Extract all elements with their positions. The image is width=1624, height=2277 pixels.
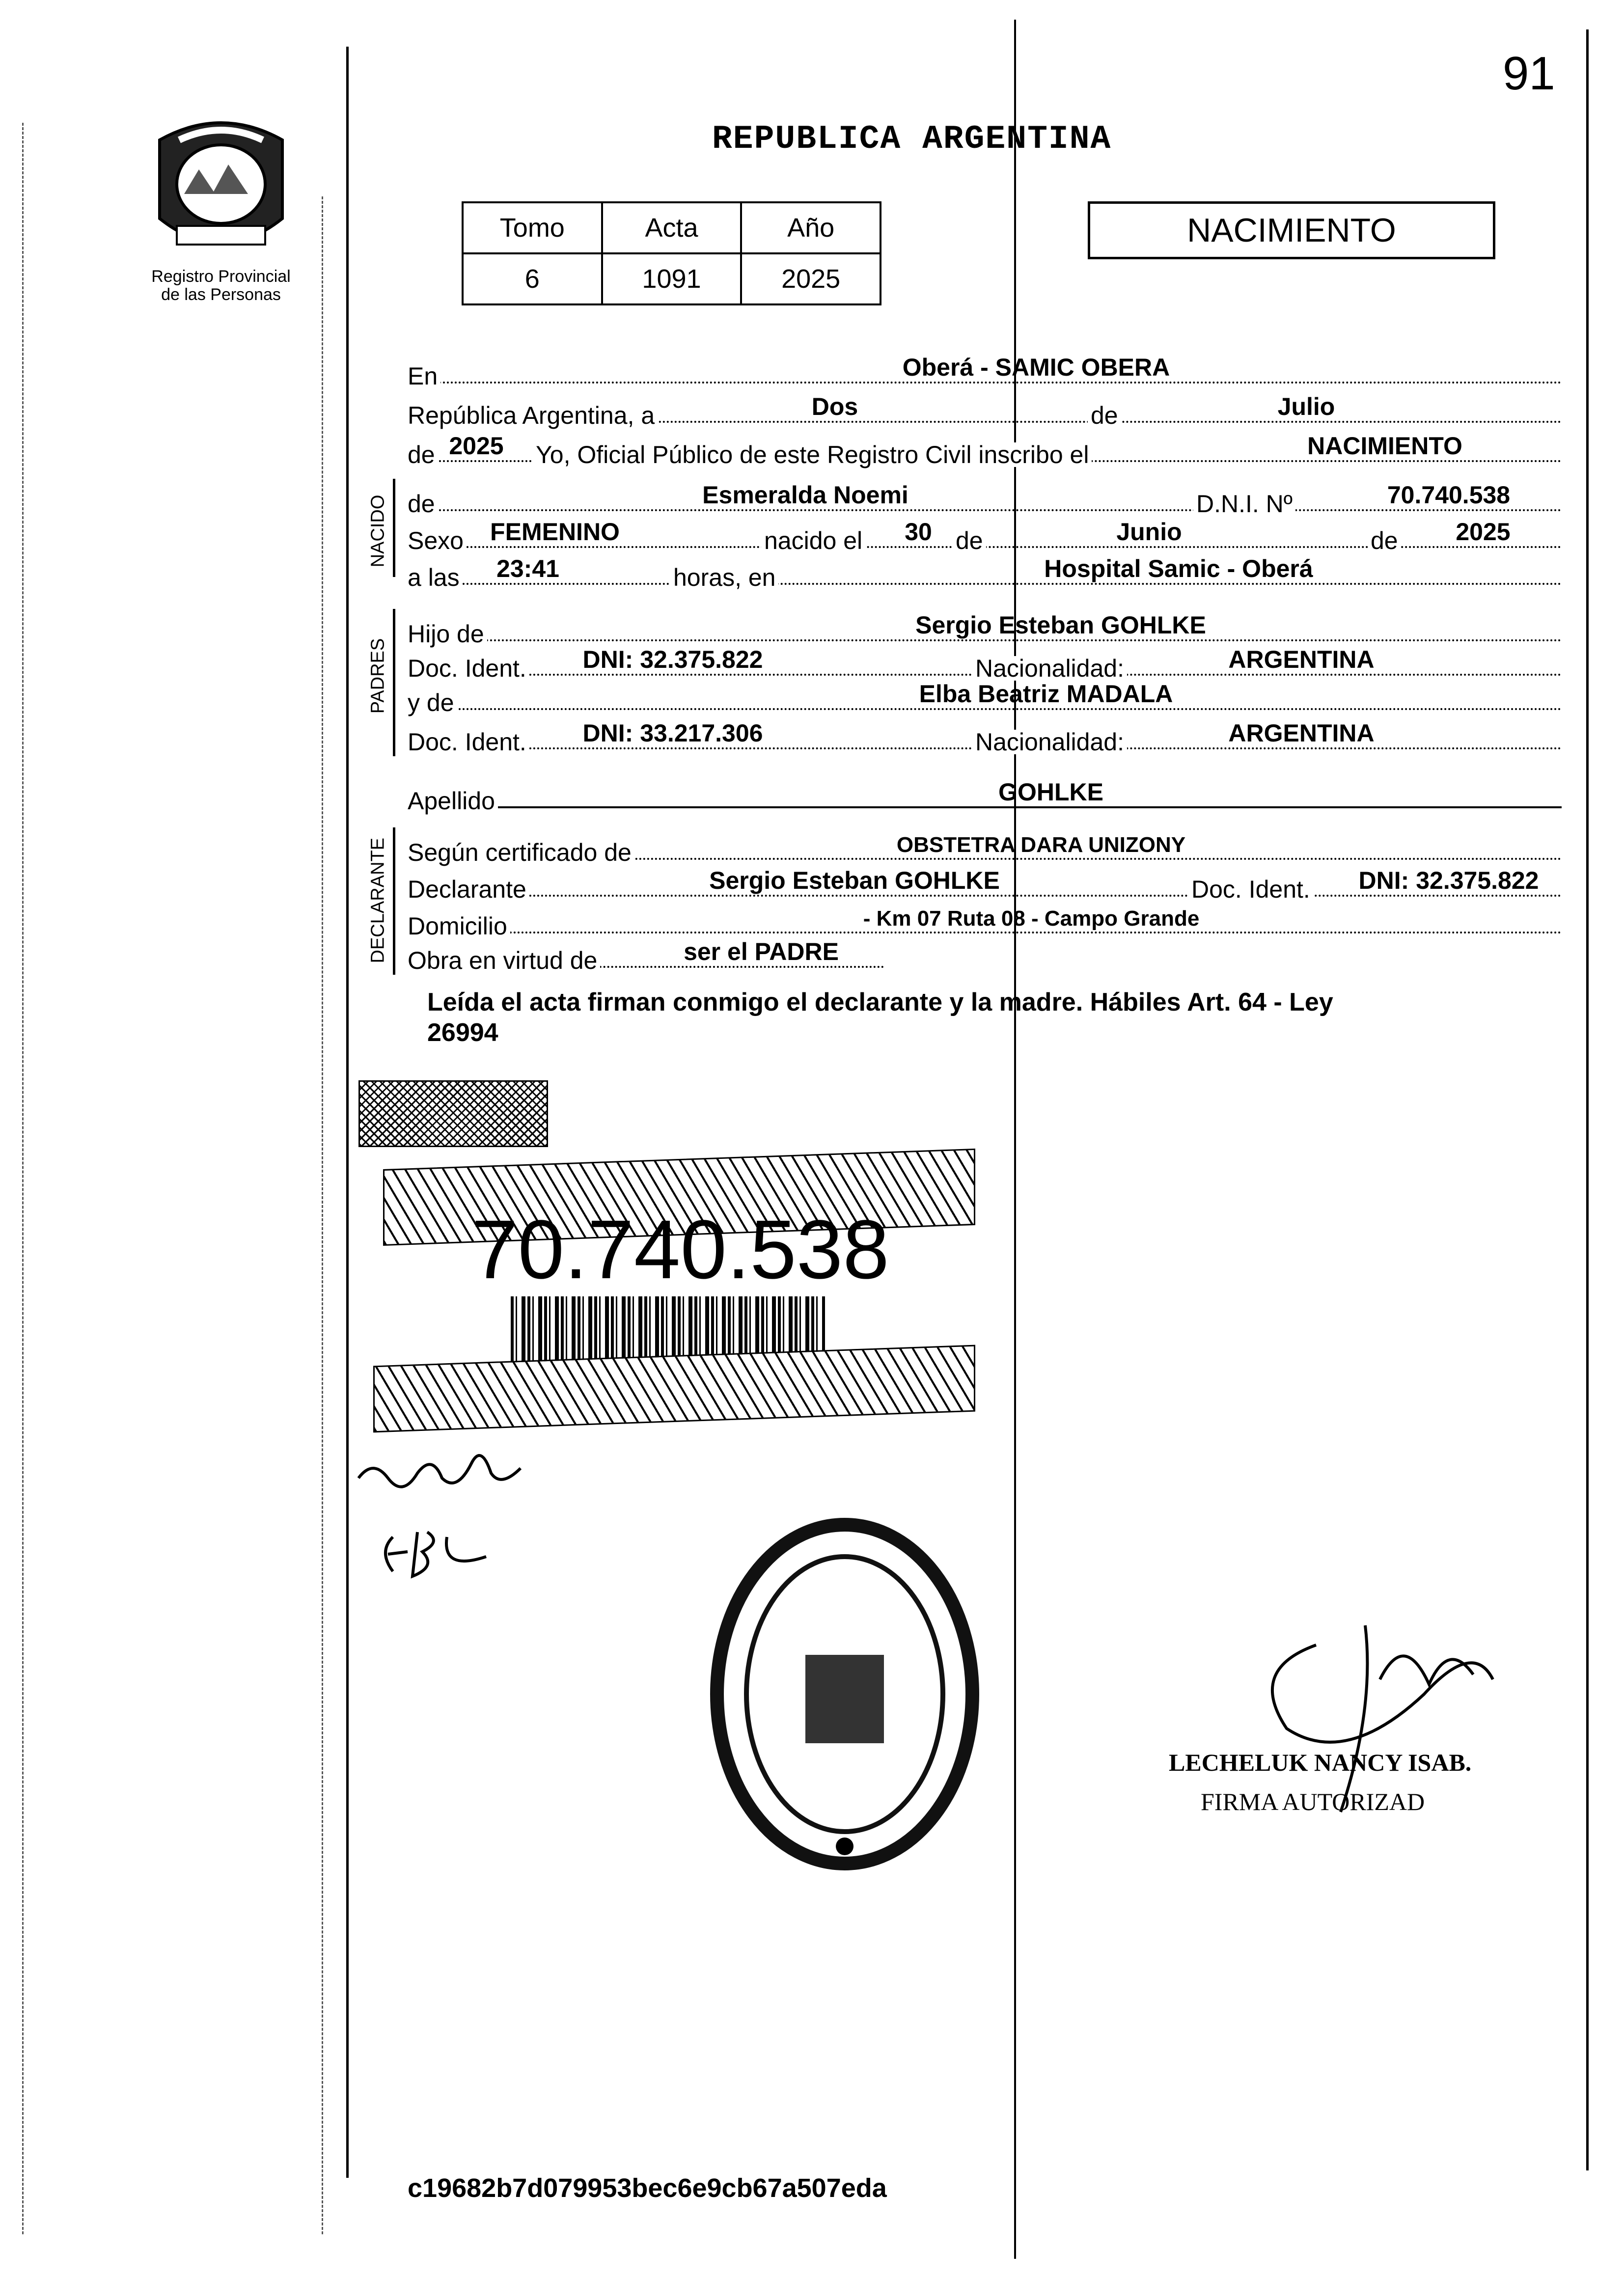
acta-header: Acta (602, 202, 742, 253)
side-label-padres: PADRES (367, 638, 388, 714)
barcode-number: 70.740.538 (471, 1203, 889, 1296)
row-acto (408, 430, 1562, 468)
value-sexo: FEMENINO (490, 518, 620, 546)
value-declarante-dni: DNI: 32.375.822 (1358, 867, 1539, 894)
label-nacionalidad-padre: Nacionalidad: (972, 656, 1127, 681)
value-padre-dni: DNI: 32.375.822 (582, 646, 763, 673)
row-apellido (408, 776, 1562, 815)
value-declarante: Sergio Esteban GOHLKE (709, 867, 1000, 894)
registry-line-2: de las Personas (161, 285, 281, 304)
tomo-header: Tomo (463, 202, 602, 253)
official-seal (707, 1512, 982, 1876)
value-padre-nac: ARGENTINA (1228, 646, 1375, 673)
row-padre-doc (408, 643, 1562, 682)
row-madre (408, 678, 1562, 716)
value-nac-dia: 30 (905, 518, 932, 546)
label-nacionalidad-madre: Nacionalidad: (972, 730, 1127, 754)
registry-name (128, 268, 314, 304)
row-sexo (408, 516, 1562, 554)
label-doc-ident-madre: Doc. Ident. (408, 730, 529, 754)
label-hijo-de: Hijo de (408, 622, 487, 646)
official-signature (1218, 1581, 1532, 1817)
security-band-bottom (373, 1345, 975, 1433)
value-certificado: OBSTETRA DARA UNIZONY (896, 833, 1186, 857)
value-dni: 70.740.538 (1387, 481, 1511, 509)
value-obra: ser el PADRE (684, 938, 839, 965)
label-de-mes: de (1088, 403, 1121, 428)
value-madre-dni: DNI: 33.217.306 (582, 719, 763, 747)
label-yo-oficial: Yo, Oficial Público de este Registro Civil inscribo el (533, 442, 1092, 467)
label-doc-ident-declarante: Doc. Ident. (1188, 877, 1313, 902)
anio-value: 2025 (741, 253, 881, 304)
value-nombre: Esmeralda Noemi (702, 481, 908, 509)
label-de-year: de (408, 442, 438, 467)
side-label-nacido: NACIDO (367, 494, 388, 568)
row-domicilio (408, 901, 1562, 940)
page-number: 91 (1503, 47, 1555, 100)
tomo-value: 6 (463, 253, 602, 304)
row-padre (408, 609, 1562, 648)
left-margin-line (346, 47, 349, 2178)
row-declarante (408, 864, 1562, 903)
row-certificado (408, 827, 1562, 866)
value-lugar-nac: Hospital Samic - Oberá (1044, 555, 1313, 582)
value-mes: Julio (1277, 393, 1335, 420)
label-a-las: a las (408, 565, 463, 590)
label-de-nombre: de (408, 492, 438, 516)
left-perforation (22, 123, 24, 2234)
label-obra: Obra en virtud de (408, 948, 600, 973)
label-de-mes2: de (953, 528, 986, 553)
value-anio: 2025 (449, 432, 504, 460)
label-doc-ident-padre: Doc. Ident. (408, 656, 529, 681)
value-apellido: GOHLKE (998, 778, 1103, 806)
row-madre-doc (408, 717, 1562, 756)
label-sexo: Sexo (408, 528, 467, 553)
label-domicilio: Domicilio (408, 914, 510, 938)
registry-line-1: Registro Provincial (151, 267, 291, 286)
value-nac-mes: Junio (1116, 518, 1182, 546)
record-type-box: NACIMIENTO (1088, 201, 1495, 259)
row-nombre (408, 479, 1562, 518)
label-segun: Según certificado de (408, 840, 634, 865)
right-margin-line (1586, 29, 1589, 2170)
label-horas-en: horas, en (670, 565, 778, 590)
record-box (462, 201, 881, 305)
mother-signature (373, 1522, 491, 1586)
acta-value: 1091 (602, 253, 742, 304)
label-en: En (408, 364, 440, 388)
label-apellido: Apellido (408, 789, 498, 813)
padres-bracket (393, 609, 395, 756)
label-declarante: Declarante (408, 877, 529, 902)
value-dia: Dos (811, 393, 858, 420)
declarant-signature (354, 1439, 525, 1498)
closing-line-2: 26994 (427, 1018, 498, 1047)
label-y-de: y de (408, 690, 457, 715)
label-nacido-el: nacido el (761, 528, 865, 553)
official-name: LECHELUK NANCY ISAB. (1169, 1749, 1472, 1776)
value-acto: NACIMIENTO (1307, 432, 1462, 460)
province-emblem (150, 110, 292, 263)
security-pattern-small (358, 1080, 548, 1147)
row-obra (408, 935, 884, 974)
nacido-bracket (393, 479, 395, 577)
side-label-declarante: DECLARANTE (367, 838, 388, 963)
row-fecha-inscripcion (408, 390, 1562, 429)
value-domicilio: - Km 07 Ruta 08 - Campo Grande (863, 906, 1200, 931)
value-madre-nac: ARGENTINA (1228, 719, 1375, 747)
label-dni: D.N.I. Nº (1193, 492, 1295, 516)
value-lugar: Oberá - SAMIC OBERA (902, 354, 1170, 381)
closing-text (427, 987, 1557, 1048)
label-republica: República Argentina, a (408, 403, 658, 428)
document-title: REPUBLICA ARGENTINA (712, 120, 1112, 158)
closing-line-1: Leída el acta firman conmigo el declarante y la madre. Hábiles Art. 64 - Ley (427, 988, 1333, 1016)
row-hora (408, 552, 1562, 591)
value-hora: 23:41 (496, 555, 559, 582)
inner-perforation (322, 196, 323, 2234)
value-padre: Sergio Esteban GOHLKE (915, 611, 1206, 639)
value-nac-anio: 2025 (1456, 518, 1511, 546)
label-de-anio2: de (1368, 528, 1401, 553)
document-hash: c19682b7d079953bec6e9cb67a507eda (408, 2173, 887, 2203)
declarante-bracket (393, 827, 395, 975)
official-title: FIRMA AUTORIZAD (1201, 1788, 1425, 1815)
row-lugar (408, 351, 1562, 390)
value-madre: Elba Beatriz MADALA (919, 680, 1173, 708)
anio-header: Año (741, 202, 881, 253)
